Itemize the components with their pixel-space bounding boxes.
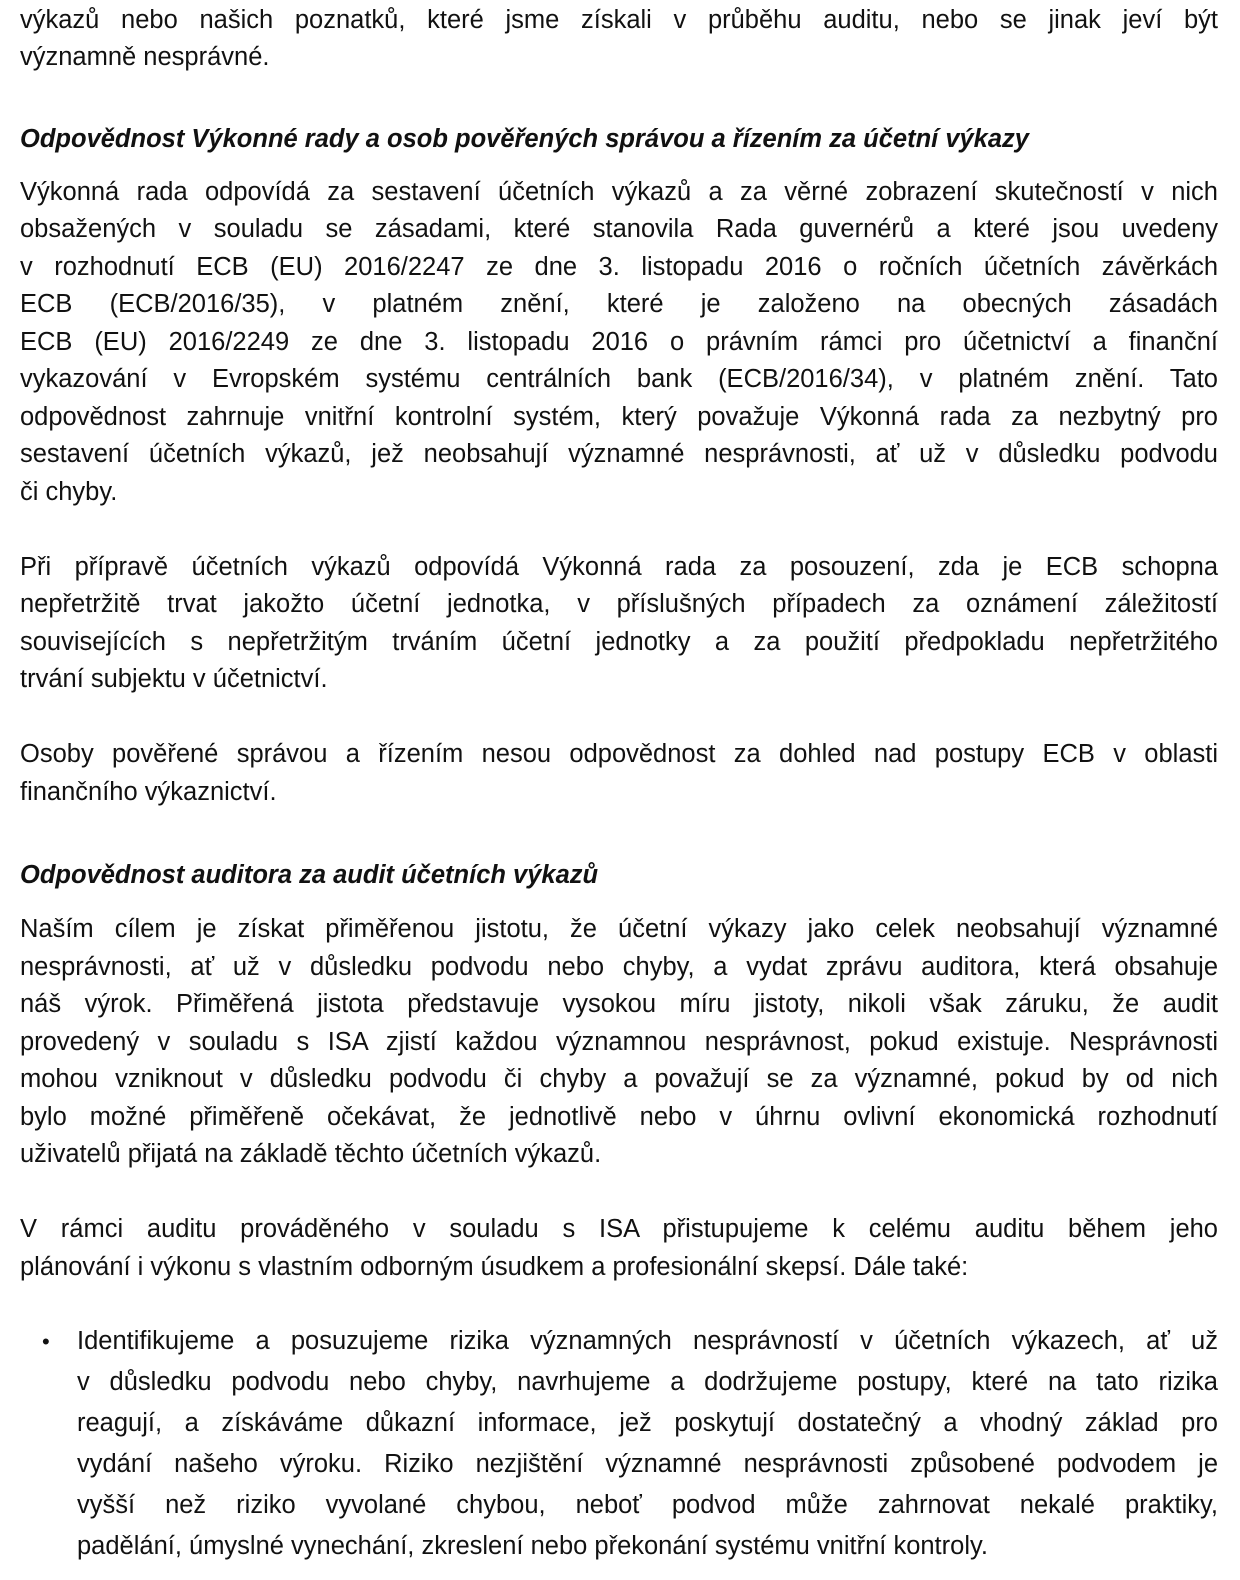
text-line: v rozhodnutí ECB (EU) 2016/2247 ze dne 3. listopadu 2016 o ročních účetních závěrkách: [20, 253, 1218, 281]
text-line: náš výrok. Přiměřená jistota představuje vysokou míru jistoty, nikoli však záruku, že audit: [20, 990, 1218, 1018]
text-line: Osoby pověřené správou a řízením nesou odpovědnost za dohled nad postupy ECB v oblasti: [20, 740, 1218, 768]
text-line: vyšší než riziko vyvolané chybou, neboť podvod může zahrnovat nekalé praktiky,: [77, 1491, 1218, 1519]
text-line: ECB (ECB/2016/35), v platném znění, které je založeno na obecných zásadách: [20, 290, 1218, 318]
text-line: trvání subjektu v účetnictví.: [20, 665, 328, 693]
text-line: či chyby.: [20, 478, 118, 506]
text-line: Naším cílem je získat přiměřenou jistotu, že účetní výkazy jako celek neobsahují významné: [20, 915, 1218, 943]
text-line: sestavení účetních výkazů, jež neobsahují významné nesprávnosti, ať už v důsledku podvodu: [20, 440, 1218, 468]
text-line: Identifikujeme a posuzujeme rizika významných nesprávností v účetních výkazech, ať už: [77, 1327, 1218, 1355]
text-line: reagují, a získáváme důkazní informace, jež poskytují dostatečný a vhodný základ pro: [77, 1409, 1218, 1437]
text-line: významně nesprávné.: [20, 43, 270, 71]
text-line: Při přípravě účetních výkazů odpovídá Výkonná rada za posouzení, zda je ECB schopna: [20, 553, 1218, 581]
text-line: v důsledku podvodu nebo chyby, navrhujeme a dodržujeme postupy, které na tato rizika: [77, 1368, 1218, 1396]
text-line: bylo možné přiměřeně očekávat, že jednotlivě nebo v úhrnu ovlivní ekonomická rozhodnutí: [20, 1103, 1218, 1131]
bullet-icon: •: [42, 1329, 50, 1354]
section-heading-auditor-responsibility: Odpovědnost auditora za audit účetních výkazů: [20, 861, 599, 889]
text-line: Výkonná rada odpovídá za sestavení účetních výkazů a za věrné zobrazení skutečností v nich: [20, 178, 1218, 206]
text-line: nepřetržitě trvat jakožto účetní jednotka, v příslušných případech za oznámení záležitostí: [20, 590, 1218, 618]
text-line: souvisejících s nepřetržitým trváním účetní jednotky a za použití předpokladu nepřetržitého: [20, 628, 1218, 656]
text-line: uživatelů přijatá na základě těchto účetních výkazů.: [20, 1140, 602, 1168]
text-line: obsažených v souladu se zásadami, které stanovila Rada guvernérů a které jsou uvedeny: [20, 215, 1218, 243]
text-line: plánování i výkonu s vlastním odborným úsudkem a profesionální skepsí. Dále také:: [20, 1253, 969, 1281]
text-line: finančního výkaznictví.: [20, 778, 277, 806]
text-line: vykazování v Evropském systému centrálních bank (ECB/2016/34), v platném znění. Tato: [20, 365, 1218, 393]
text-line: odpovědnost zahrnuje vnitřní kontrolní systém, který považuje Výkonná rada za nezbytný pro: [20, 403, 1218, 431]
text-line: vydání našeho výroku. Riziko nezjištění významné nesprávnosti způsobené podvodem je: [77, 1450, 1218, 1478]
text-line: provedený v souladu s ISA zjistí každou významnou nesprávnost, pokud existuje. Nesprávnosti: [20, 1028, 1218, 1056]
text-line: ECB (EU) 2016/2249 ze dne 3. listopadu 2016 o právním rámci pro účetnictví a finanční: [20, 328, 1218, 356]
text-line: padělání, úmyslné vynechání, zkreslení nebo překonání systému vnitřní kontroly.: [77, 1532, 988, 1560]
text-line: nesprávnosti, ať už v důsledku podvodu nebo chyby, a vydat zprávu auditora, která obsahuje: [20, 953, 1218, 981]
section-heading-board-responsibility: Odpovědnost Výkonné rady a osob pověřených správou a řízením za účetní výkazy: [20, 125, 1029, 153]
text-line: V rámci auditu prováděného v souladu s ISA přistupujeme k celému auditu během jeho: [20, 1215, 1218, 1243]
text-line: výkazů nebo našich poznatků, které jsme získali v průběhu auditu, nebo se jinak jeví být: [20, 6, 1218, 34]
text-line: mohou vzniknout v důsledku podvodu či chyby a považují se za významné, pokud by od nich: [20, 1065, 1218, 1093]
